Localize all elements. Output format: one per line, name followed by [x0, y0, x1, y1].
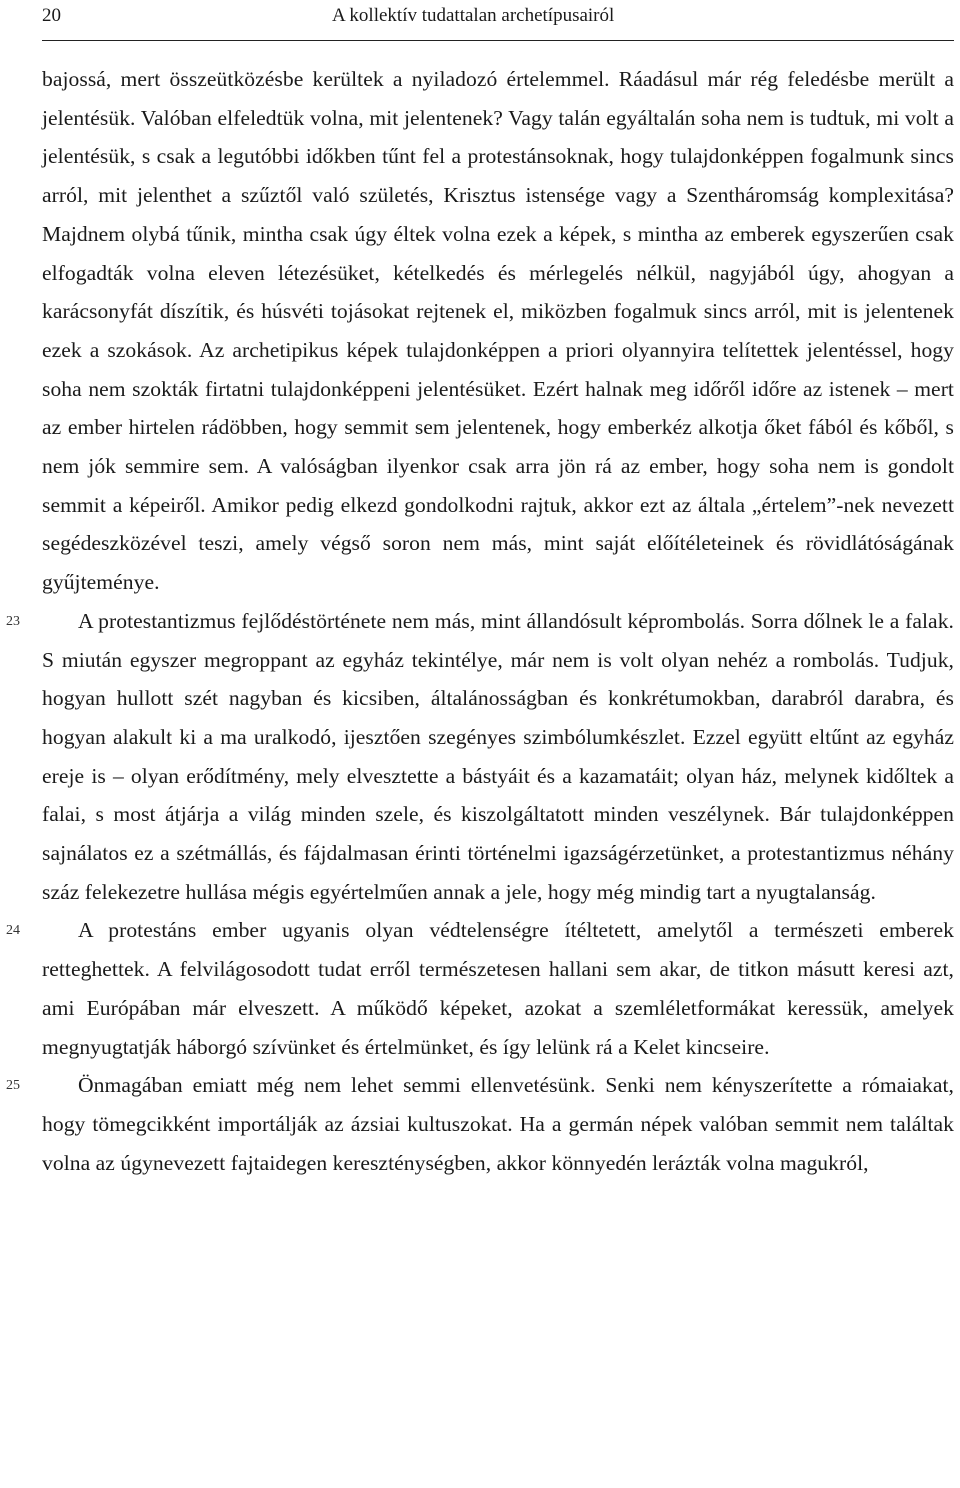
running-header — [42, 0, 954, 41]
paragraph-24 — [6, 911, 954, 1066]
paragraph-text: A protestáns ember ugyanis olyan védtelenségre ítéltetett, amelytől a természeti emberek retteghettek. A felvilágosodott tudat erről természetesen hallani sem akar, de titkon másutt keresi azt, ami Európában már elveszett. A működő képeket, azokat a szemléletformákat keressük, amelyek megnyugtatják háborgó szívünket és értelmünket, és így lelünk rá a Kelet kincseire. — [42, 918, 954, 1059]
paragraph-text: bajossá, mert összeütközésbe kerültek a nyiladozó értelemmel. Ráadásul már rég feledésbe merült a jelentésük. Valóban elfeledtük volna, mit jelentenek? Vagy talán egyáltalán soha nem is tudtuk, mi volt a jelentésük, s csak a legutóbbi időkben tűnt fel a protestánsoknak, hogy tulajdonképpen fogalmunk sincs arról, mit jelenthet a szűztől való születés, Krisztus istensége vagy a Szentháromság komplexitása? Majdnem olybá tűnik, mintha csak úgy éltek volna ezek a képek, s mintha az emberek egyszerűen csak elfogadták volna eleven létezésüket, kételkedés és mérlegelés nélkül, nagyjából úgy, ahogyan a karácsonyfát díszítik, és húsvéti tojásokat rejtenek el, miközben fogalmuk sincs arról, mit is jelentenek ezek a szokások. Az archetipikus képek tulajdonképpen a priori olyannyira telítettek jelentéssel, hogy soha nem szokták firtatni tulajdonképpeni jelentésüket. Ezért halnak meg időről időre az istenek – mert az ember hirtelen rádöbben, hogy semmit sem jelentenek, hogy emberkéz alkotja őket fából és kőből, s nem jók semmire sem. A valóságban ilyenkor csak arra jön rá az ember, hogy soha nem is gondolt semmit a képeiről. Amikor pedig elkezd gondolkodni rajtuk, akkor ezt az általa „értelem”-nek nevezett segédeszközével teszi, amely végső soron nem más, mint saját előítéleteinek és rövidlátóságának gyűjteménye. — [42, 67, 954, 595]
paragraph-number: 23 — [6, 613, 21, 629]
paragraph-text: Önmagában emiatt még nem lehet semmi ellenvetésünk. Senki nem kényszerítette a rómaiakat, hogy tömegcikként importálják az ázsiai kultuszokat. Ha a germán népek valóban semmit nem találtak volna az úgynevezett fajtaidegen kereszténységben, akkor könnyedén lerázták volna magukról, — [42, 1073, 954, 1175]
paragraph-number: 25 — [6, 1078, 21, 1094]
body-text — [6, 60, 954, 1182]
paragraph-number: 24 — [6, 923, 21, 939]
paragraph-25 — [6, 1066, 954, 1182]
paragraph-text: A protestantizmus fejlődéstörténete nem más, mint állandósult képrombolás. Sorra dőlnek le a falak. S miután egyszer megroppant az egyház tekintélye, már nem is volt olyan nehéz a rombolás. Tudjuk, hogyan hullott szét nagyban és kicsiben, általánosságban és konkrétumokban, darabról darabra, és hogyan alakult ki a ma uralkodó, ijesztően szegényes szimbólumkészlet. Ezzel együtt eltűnt az egyház ereje is – olyan erődítmény, mely elvesztette a bástyáit és a kazamatáit; olyan ház, melynek kidőltek a falai, s most átjárja a világ minden szele, és kiszolgáltatott minden veszélynek. Bár tulajdonképpen sajnálatos ez a szétmállás, és fájdalmasan érinti történelmi igazságérzetünket, a protestantizmus néhány száz felekezetre hullása mégis egyértelműen annak a jele, hogy még mindig tart a nyugtalanság. — [42, 608, 954, 904]
page-number: 20 — [42, 5, 61, 26]
paragraph-continuation — [42, 60, 954, 602]
running-title: A kollektív tudattalan archetípusairól — [332, 5, 615, 26]
paragraph-23 — [6, 602, 954, 912]
